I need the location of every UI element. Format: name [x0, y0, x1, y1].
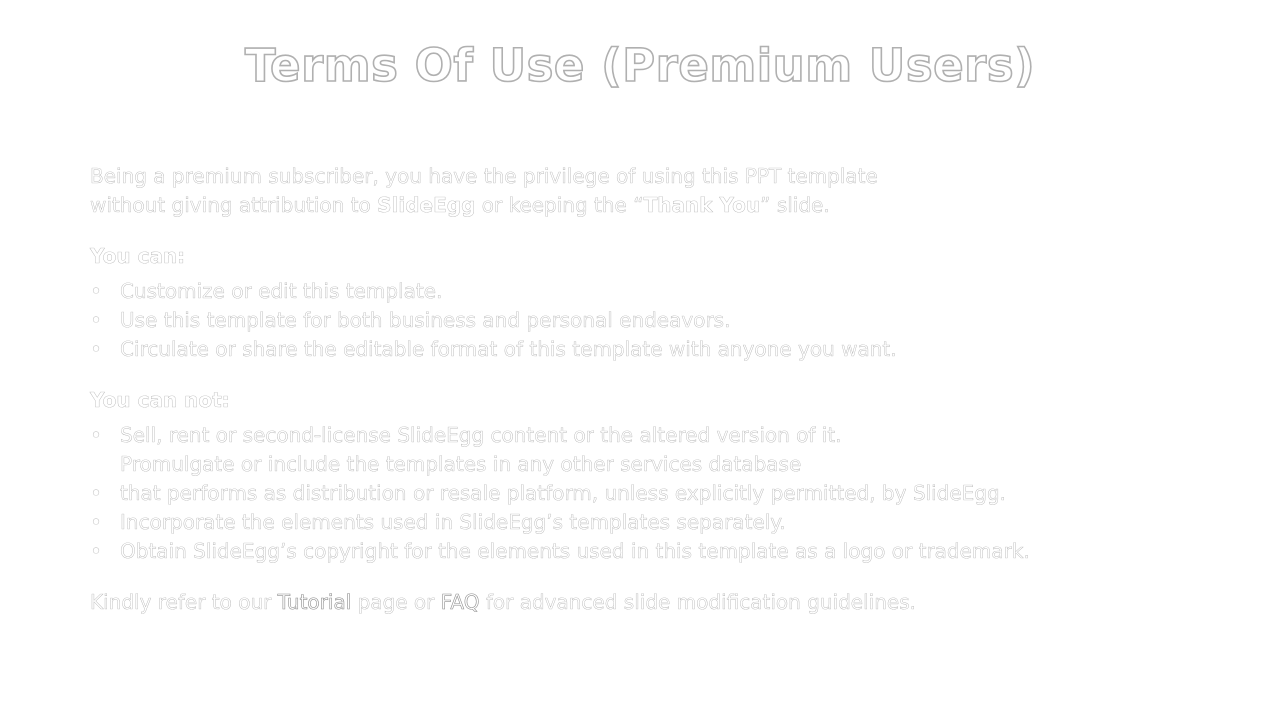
tutorial-link[interactable]: Tutorial: [277, 590, 352, 614]
footer-prefix: Kindly refer to our: [90, 590, 278, 614]
bullet-icon: •: [90, 337, 102, 361]
footer-middle: page or: [351, 590, 441, 614]
intro-line-2-middle: or keeping the “: [475, 193, 644, 217]
faq-link[interactable]: FAQ: [440, 590, 480, 614]
intro-line-2: [90, 191, 1170, 220]
list-item-text: Sell, rent or second-license SlideEgg content or the altered version of it.: [120, 423, 842, 447]
list-item: [90, 537, 1170, 566]
page-title: Terms Of Use (Premium Users): [244, 39, 1036, 92]
cannot-heading: You can not:: [90, 388, 230, 412]
list-item: [90, 306, 1170, 335]
brand-name: SlideEgg: [377, 193, 476, 217]
bullet-icon: •: [90, 423, 102, 447]
thank-you-label: Thank You: [643, 193, 761, 217]
list-item: [90, 421, 1170, 450]
intro-line-2-suffix: ” slide.: [760, 193, 830, 217]
bullet-icon: •: [90, 539, 102, 563]
can-heading: You can:: [90, 244, 186, 268]
bullet-icon: •: [90, 279, 102, 303]
footer-note: [90, 588, 1170, 617]
list-item: [90, 450, 1170, 479]
list-item: [90, 479, 1170, 508]
intro-line-2-prefix: without giving attribution to: [90, 193, 378, 217]
list-item: [90, 508, 1170, 537]
list-item-text: Incorporate the elements used in SlideEgg’s templates separately.: [120, 510, 786, 534]
footer-suffix: for advanced slide modification guidelines.: [479, 590, 916, 614]
list-item: [90, 277, 1170, 306]
list-item-text: Promulgate or include the templates in any other services database: [120, 452, 802, 476]
list-item-text: that performs as distribution or resale platform, unless explicitly permitted, by SlideEgg.: [120, 481, 1007, 505]
list-item-text: Use this template for both business and personal endeavors.: [120, 308, 731, 332]
terms-content: [90, 162, 1170, 617]
intro-paragraph: [90, 162, 1170, 220]
bullet-icon: •: [90, 481, 102, 505]
intro-line-1: Being a premium subscriber, you have the privilege of using this PPT template: [90, 164, 878, 188]
list-item: [90, 335, 1170, 364]
list-item-text: Obtain SlideEgg’s copyright for the elements used in this template as a logo or trademark.: [120, 539, 1030, 563]
bullet-icon: •: [90, 510, 102, 534]
bullet-icon: •: [90, 308, 102, 332]
list-item-text: Circulate or share the editable format of this template with anyone you want.: [120, 337, 897, 361]
can-list: [90, 277, 1170, 364]
list-item-text: Customize or edit this template.: [120, 279, 443, 303]
cannot-list: [90, 421, 1170, 566]
